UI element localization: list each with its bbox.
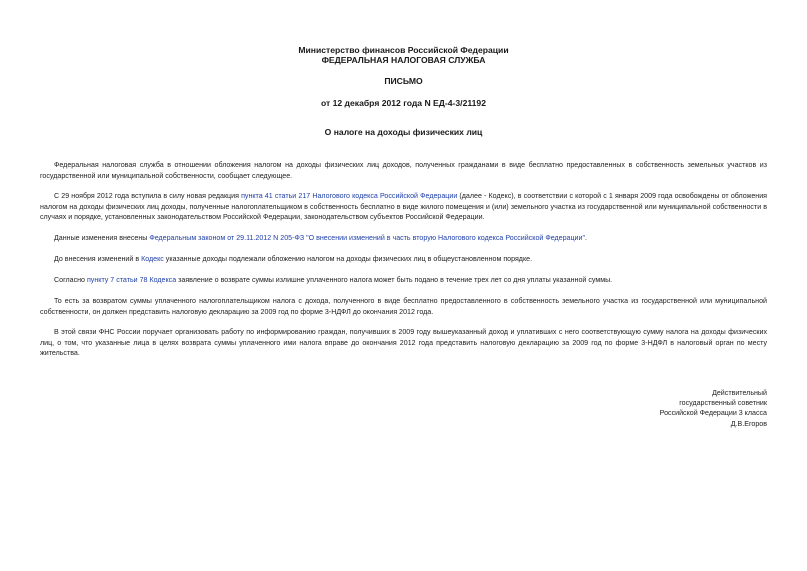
document-type: ПИСЬМО <box>384 76 423 86</box>
link-federal-law-205[interactable]: Федеральным законом от 29.11.2012 N 205-ФЗ "О внесении изменений в часть вторую Налогового кодекса Российской Федерации" <box>149 234 585 242</box>
paragraph-3-text-a: Данные изменения внесены <box>54 234 150 242</box>
paragraph-6: То есть за возвратом суммы уплаченного налогоплательщиком налога с дохода, полученного в виде бесплатно предоставленного в собственность земельного участка из государственной или муниципальной собственности, он должен представить налоговую декларацию за 2009 год по форме 3-НДФЛ до окончания 2012 года. <box>40 297 767 316</box>
signature-title-line-3: Российской Федерации 3 класса <box>659 409 767 418</box>
signature-title-line-1: Действительный <box>712 389 767 397</box>
link-tax-code-article-217[interactable]: пункта 41 статьи 217 Налогового кодекса Российской Федерации <box>241 192 458 200</box>
paragraph-4-text-a: До внесения изменений в <box>54 255 142 263</box>
service-name: ФЕДЕРАЛЬНАЯ НАЛОГОВАЯ СЛУЖБА <box>321 55 486 65</box>
signatory-name: Д.В.Егоров <box>730 419 767 428</box>
paragraph-5-text-a: Согласно <box>54 276 87 284</box>
paragraph-2 <box>40 191 767 223</box>
paragraph-2-text-b: (далее - Кодекс), в соответствии с которой с 1 января 2009 года освобождены от обложения налогом на доходы физических лиц доходы, полученные налогоплательщиком в собственность бесплатно в виде жилого помещения и (или) земельного участка из государственной или муниципальной собственности в случаях и порядке, установленных законодательством Российской Федерации, законодательством субъектов Российской Федерации. <box>40 192 768 222</box>
paragraph-2-text-a: С 29 ноября 2012 года вступила в силу новая редакция <box>54 192 242 200</box>
signature-title-line-2: государственный советник <box>679 399 767 408</box>
paragraph-3-text-b: . <box>584 234 587 242</box>
link-code[interactable]: Кодекс <box>141 255 164 263</box>
document-subject: О налоге на доходы физических лиц <box>324 127 483 137</box>
paragraph-7: В этой связи ФНС России поручает организовать работу по информированию граждан, получивших в 2009 году вышеуказанный доход и уплативших с него соответствующую сумму налога на доходы физических лиц, о том, что указанные лица в целях возврата суммы уплаченного ими налога вправе до окончания 2012 года представить налоговую декларацию за 2009 год по форме 3-НДФЛ в налоговый орган по месту жительства. <box>40 328 767 358</box>
paragraph-4 <box>40 254 767 265</box>
paragraph-3 <box>40 233 767 244</box>
paragraph-1: Федеральная налоговая служба в отношении обложения налогом на доходы физических лиц доходов, полученных гражданами в виде бесплатно предоставленных в собственность земельных участков из государственной или муниципальной собственности, сообщает следующее. <box>40 161 767 180</box>
link-code-article-78[interactable]: пункту 7 статьи 78 Кодекса <box>86 276 177 284</box>
paragraph-5-text-b: заявление о возврате суммы излишне уплаченного налога может быть подано в течение трех лет со дня уплаты указанной суммы. <box>176 276 613 284</box>
signature-block <box>567 388 767 429</box>
paragraph-4-text-b: указанные доходы подлежали обложению налогом на доходы физических лиц в общеустановленном порядке. <box>163 255 533 263</box>
paragraph-5 <box>40 275 767 286</box>
ministry-name: Министерство финансов Российской Федерации <box>298 45 509 55</box>
document-date-number: от 12 декабря 2012 года N ЕД-4-3/21192 <box>320 98 486 108</box>
